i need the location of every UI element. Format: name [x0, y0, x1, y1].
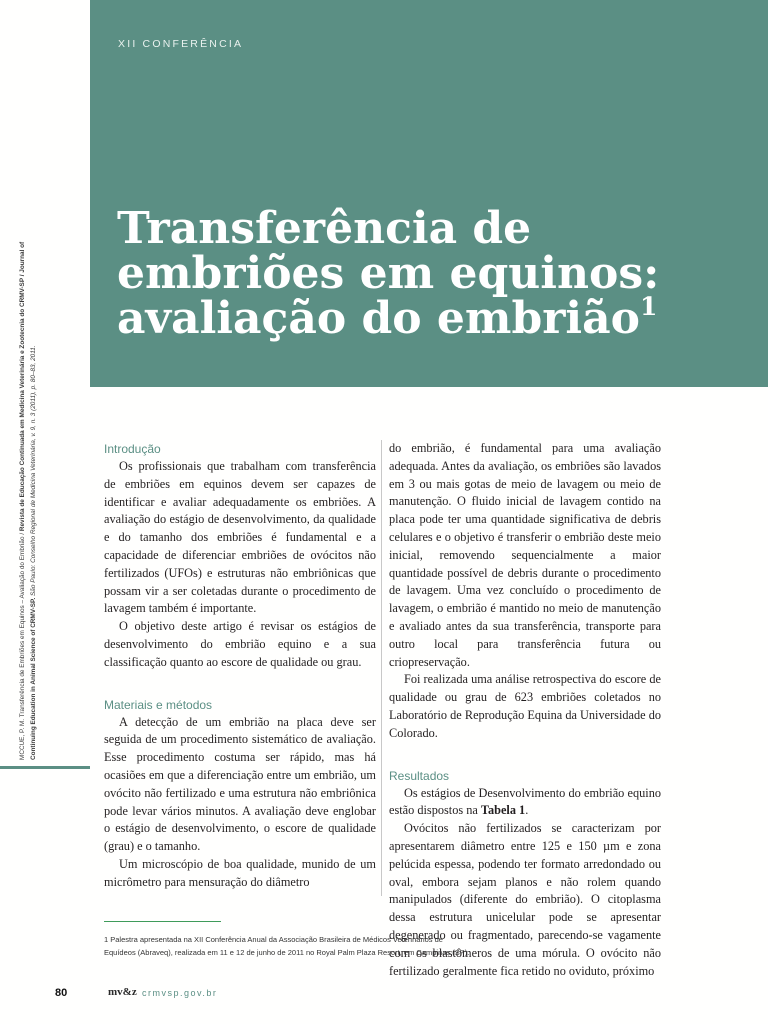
- paragraph: O objetivo deste artigo é revisar os estágios de desenvolvimento do embrião equino e a sua classificação quanto ao escore de qualidade ou grau.: [104, 619, 376, 669]
- title-line-3: avaliação do embrião: [117, 293, 640, 344]
- title-banner: [90, 0, 768, 387]
- paragraph: A detecção de um embrião na placa deve ser seguida de um procedimento sistemático de avaliação. Esse procedimento costuma ser rápido, mas há ocasiões em que a diferenciação entre um embrião, um ovócito não fertilizado e uma estrutura não embriônica pode levar vários minutos. A avaliação deve englobar o estágio de desenvolvimento, o escore de qualidade (grau) e o tamanho.: [104, 714, 376, 854]
- footnote: 1 Palestra apresentada na XII Conferência Anual da Associação Brasileira de Médicos Veterinários de Equídeos (Abraveq), realizada em 11 e 12 de junho de 2011 no Royal Palm Plaza Resort, em Campinas (SP).: [104, 935, 470, 957]
- paragraph: do embrião, é fundamental para uma avaliação adequada. Antes da avaliação, os embriões são lavados em 3 ou mais gotas de meio de lavagem ou meio de manutenção. O fluido inicial de lavagem contido na placa pode ter uma quantidade significativa de debris celulares e o objetivo é transferir o embrião deste meio inicial, removendo sequencialmente a maior quantidade possível de debris durante o procedimento de lavagem. Uma vez concluído o procedimento de lavagem, o embrião é mantido no meio de manutenção e avaliado antes da sua transferência, transporte para outro local para transferência futura ou criopreservação.: [389, 441, 661, 669]
- heading-resultados: Resultados: [389, 768, 450, 783]
- paragraph: Os profissionais que trabalham com transferência de embriões em equinos devem ser capazes de identificar e avaliar adequadamente os embriões. A avaliação do estágio de desenvolvimento, da qualidade e do tamanho dos embriões é fundamental e a capacidade de diferenciar embriões de ovócitos não fertilizados (UFOs) e estruturas não embriônicas que possam vir a ser coletadas durante o procedimento de lavagem também é importante.: [104, 459, 376, 616]
- paragraph: Foi realizada uma análise retrospectiva do escore de qualidade ou grau de 623 embriões coletados no Laboratório de Reprodução Equina da Universidade do Colorado.: [389, 672, 661, 740]
- text-column-right: [389, 440, 661, 980]
- title-line-1: Transferência de: [117, 203, 532, 254]
- section-kicker: XII CONFERÊNCIA: [118, 38, 244, 50]
- citation-line-2: Continuing Education in Animal Science of CRMV-SP. São Paulo: Conselho Regional de Medicina Veterinária, v. 9, n. 3 (2011), p. 80–83, 2011.: [29, 345, 37, 760]
- footnote-rule: [104, 921, 221, 922]
- citation-sidebar: [16, 100, 76, 760]
- paragraph: Ovócitos não fertilizados se caracterizam por apresentarem diâmetro entre 125 e 150 µm e zona pelúcida espessa, podendo ter formato arredondado ou oval, embora sejam planos e não rolem quando manipulados (diferente do embrião). O citoplasma dessa estrutura unicelular pode se apresentar degenerado ou fragmentado, parecendo-se vagamente com os blastômeros de uma mórula. O ovócito não fertilizado geralmente fica retido no oviduto, próximo: [389, 821, 661, 978]
- accent-bar: [0, 766, 90, 769]
- text-column-left: [104, 440, 376, 892]
- journal-logo: mv&z: [108, 986, 137, 998]
- paragraph: Um microscópio de boa qualidade, munido de um micrômetro para mensuração do diâmetro: [104, 856, 376, 889]
- heading-introducao: Introdução: [104, 442, 161, 456]
- heading-materiais-metodos: Materiais e métodos: [104, 697, 213, 712]
- paragraph: Os estágios de Desenvolvimento do embrião equino estão dispostos na Tabela 1.: [389, 785, 661, 818]
- title-line-2: embriões em equinos:: [117, 248, 660, 299]
- article-title: [117, 203, 757, 344]
- journal-url: crmvsp.gov.br: [142, 988, 218, 998]
- table-reference: Tabela 1: [480, 803, 526, 818]
- citation-line-1: MCCUE, P. M. Transferência de Embriões em Equinos – Avaliação do Embrião / Revista de Educação Continuada em Medicina Veterinária e Zootecnia do CRMV-SP / Journal of: [19, 241, 26, 760]
- page-number: 80: [55, 987, 68, 999]
- column-divider: [381, 440, 382, 896]
- title-footnote-marker: 1: [640, 292, 658, 321]
